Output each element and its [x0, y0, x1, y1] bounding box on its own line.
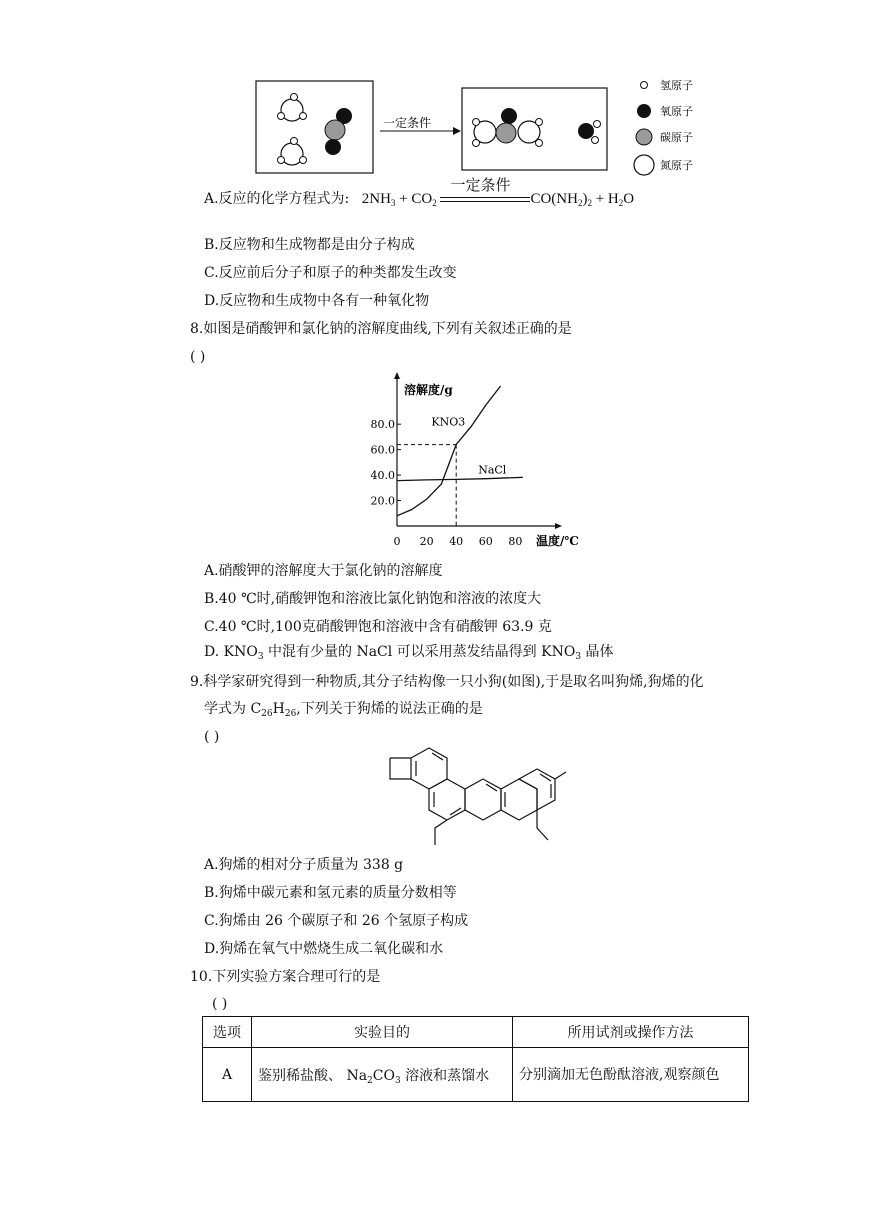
- atom-legend: [634, 78, 693, 175]
- q8-option-d: D. $KNO_3$ 中混有少量的 NaCl 可以采用蒸发结晶得到 $KNO_3$ 晶体: [204, 644, 614, 662]
- water-molecule: [578, 121, 601, 144]
- legend-nitrogen: 氮原子: [660, 159, 693, 172]
- q8-answer-blank: ( ): [190, 349, 206, 365]
- header-method: 所用试剂或操作方法: [513, 1017, 749, 1048]
- q9-option-d: D.狗烯在氧气中燃烧生成二氧化碳和水: [204, 941, 444, 957]
- row-a-option: A: [203, 1048, 252, 1102]
- reactant-box: [256, 81, 373, 173]
- series-line-kno3: [397, 386, 501, 516]
- q9-answer-blank: ( ): [204, 729, 220, 745]
- y-tick-label: 40.0: [370, 469, 395, 483]
- chemical-equation: $2NH_3 + CO_2$ 一定条件 $CO(NH_2)_2 + H_2O$: [361, 177, 635, 208]
- q10-stem: 10.下列实验方案合理可行的是: [190, 969, 381, 985]
- q10-answer-blank: ( ): [212, 996, 228, 1012]
- legend-carbon: 碳原子: [660, 131, 693, 144]
- table-row: [203, 1048, 749, 1102]
- header-purpose: 实验目的: [252, 1017, 513, 1048]
- equation-condition: 一定条件: [450, 177, 511, 194]
- x-tick-label: 20: [419, 535, 434, 548]
- x-tick-label: 0: [393, 535, 401, 548]
- x-tick-label: 60: [478, 535, 493, 548]
- q9-stem-line2: 学式为 $C_{26}H_{26}$,下列关于狗烯的说法正确的是: [204, 701, 483, 719]
- q8-option-a: A.硝酸钾的溶解度大于氯化钠的溶解度: [204, 563, 443, 579]
- q7-option-a-prefix: A.反应的化学方程式为:: [204, 191, 350, 207]
- legend-oxygen: 氧原子: [660, 105, 693, 118]
- nh3-molecule: [278, 138, 307, 166]
- y-tick-label: 60.0: [370, 443, 395, 457]
- q9-option-b: B.狗烯中碳元素和氢元素的质量分数相等: [204, 885, 457, 901]
- y-tick-label: 80.0: [370, 418, 395, 432]
- dogene-structure: [380, 742, 570, 852]
- x-tick-label: 80: [508, 535, 523, 548]
- row-a-purpose: 鉴别稀盐酸、 $Na_2CO_3$ 溶液和蒸馏水: [252, 1048, 513, 1102]
- arrow-label: 一定条件: [383, 116, 432, 130]
- header-option: 选项: [203, 1017, 252, 1048]
- series-label-kno3: KNO3: [431, 415, 466, 429]
- q8-option-b: B.40 ℃时,硝酸钾饱和溶液比氯化钠饱和溶液的浓度大: [204, 591, 542, 607]
- q7-option-c: C.反应前后分子和原子的种类都发生改变: [204, 265, 457, 281]
- reaction-diagram: [250, 74, 720, 184]
- q9-stem-line1: 9.科学家研究得到一种物质,其分子结构像一只小狗(如图),于是取名叫狗烯,狗烯的化: [190, 674, 704, 690]
- y-axis-arrow: [394, 372, 400, 379]
- solubility-chart: [360, 370, 590, 555]
- q9-option-c: C.狗烯由 26 个碳原子和 26 个氢原子构成: [204, 913, 469, 929]
- experiment-table: [202, 1016, 749, 1102]
- equation-condition-arrow: [440, 177, 530, 208]
- q8-stem: 8.如图是硝酸钾和氯化钠的溶解度曲线,下列有关叙述正确的是: [190, 321, 572, 337]
- q7-option-b: B.反应物和生成物都是由分子构成: [204, 237, 415, 253]
- urea-molecule: [473, 108, 543, 147]
- y-tick-label: 20.0: [370, 494, 395, 508]
- q7-option-a: [204, 177, 635, 209]
- x-axis-arrow: [555, 523, 562, 529]
- q9-option-a: A.狗烯的相对分子质量为 338 g: [204, 857, 404, 873]
- q7-option-d: D.反应物和生成物中各有一种氧化物: [204, 293, 430, 309]
- chart-ylabel: 溶解度/g: [404, 383, 453, 397]
- nh3-molecule: [278, 94, 307, 122]
- row-a-method: 分别滴加无色酚酞溶液,观察颜色: [513, 1048, 749, 1102]
- series-label-nacl: NaCl: [478, 463, 507, 477]
- legend-hydrogen: 氢原子: [660, 79, 693, 92]
- x-tick-label: 40: [449, 535, 464, 548]
- series-line-nacl: [397, 477, 523, 480]
- chart-xlabel: 温度/℃: [536, 534, 579, 548]
- q8-option-c: C.40 ℃时,100克硝酸钾饱和溶液中含有硝酸钾 63.9 克: [204, 619, 552, 635]
- table-header-row: [203, 1017, 749, 1048]
- co2-molecule: [325, 108, 352, 155]
